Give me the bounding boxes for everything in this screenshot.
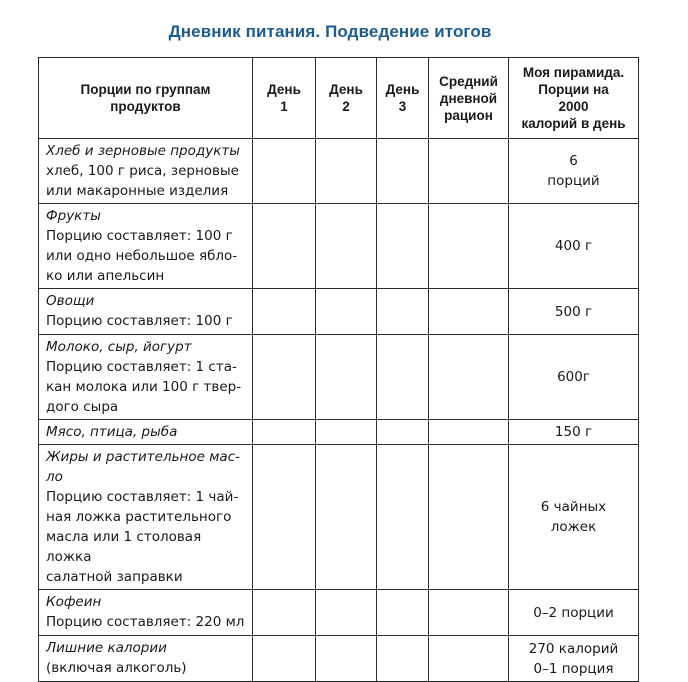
day1-cell[interactable] (253, 590, 316, 636)
page-title: Дневник питания. Подведение итогов (168, 22, 492, 41)
target-cell: 6 чайных ложек (509, 445, 639, 590)
day2-cell[interactable] (316, 445, 377, 590)
group-name: Овощи (46, 293, 95, 309)
target-cell: 270 калорий 0–1 порция (509, 636, 639, 682)
nutrition-diary-table (38, 57, 639, 682)
table-row (39, 420, 639, 445)
day1-cell[interactable] (253, 636, 316, 682)
table-row (39, 204, 639, 289)
header-day-1: День 1 (253, 58, 316, 139)
target-cell: 500 г (509, 289, 639, 335)
table-row (39, 590, 639, 636)
day1-cell[interactable] (253, 420, 316, 445)
day3-cell[interactable] (377, 289, 429, 335)
day3-cell[interactable] (377, 590, 429, 636)
average-cell[interactable] (429, 445, 509, 590)
group-cell: Овощи Порцию составляет: 100 г (39, 289, 253, 335)
group-name: Хлеб и зерновые продукты (46, 143, 240, 159)
group-cell: Молоко, сыр, йогурт Порцию составляет: 1 ста- кан молока или 100 г твер- дого сыра (39, 335, 253, 420)
group-name: ло (46, 469, 63, 485)
group-name: Кофеин (46, 594, 102, 610)
target-cell: 6 порций (509, 139, 639, 204)
group-cell: Хлеб и зерновые продукты хлеб, 100 г риса, зерновые или макаронные изделия (39, 139, 253, 204)
average-cell[interactable] (429, 139, 509, 204)
group-cell (39, 420, 253, 445)
day2-cell[interactable] (316, 289, 377, 335)
average-cell[interactable] (429, 289, 509, 335)
average-cell[interactable] (429, 420, 509, 445)
target-cell: 600г (509, 335, 639, 420)
day1-cell[interactable] (253, 139, 316, 204)
group-name: Мясо, птица, рыба (46, 424, 178, 440)
table-row (39, 445, 639, 590)
day2-cell[interactable] (316, 335, 377, 420)
day3-cell[interactable] (377, 335, 429, 420)
header-average: Средний дневной рацион (429, 58, 509, 139)
header-pyramid: Моя пирамида. Порции на 2000 калорий в день (509, 58, 639, 139)
header-row (39, 58, 639, 139)
day3-cell[interactable] (377, 636, 429, 682)
day2-cell[interactable] (316, 420, 377, 445)
header-day-2: День 2 (316, 58, 377, 139)
day2-cell[interactable] (316, 204, 377, 289)
group-cell: Фрукты Порцию составляет: 100 г или одно небольшое ябло- ко или апельсин (39, 204, 253, 289)
header-day-3: День 3 (377, 58, 429, 139)
group-cell: Кофеин Порцию составляет: 220 мл (39, 590, 253, 636)
group-name: Жиры и растительное мас- (46, 449, 240, 465)
day3-cell[interactable] (377, 445, 429, 590)
group-cell: Лишние калории (включая алкоголь) (39, 636, 253, 682)
day3-cell[interactable] (377, 139, 429, 204)
day3-cell[interactable] (377, 420, 429, 445)
header-groups: Порции по группам продуктов (39, 58, 253, 139)
group-name: Лишние калории (46, 640, 167, 656)
group-name: Фрукты (46, 208, 101, 224)
target-cell: 0–2 порции (509, 590, 639, 636)
day2-cell[interactable] (316, 139, 377, 204)
average-cell[interactable] (429, 590, 509, 636)
group-name: Молоко, сыр, йогурт (46, 339, 192, 355)
table-row (39, 636, 639, 682)
day2-cell[interactable] (316, 636, 377, 682)
day1-cell[interactable] (253, 204, 316, 289)
average-cell[interactable] (429, 335, 509, 420)
day1-cell[interactable] (253, 335, 316, 420)
average-cell[interactable] (429, 204, 509, 289)
day2-cell[interactable] (316, 590, 377, 636)
table-row (39, 335, 639, 420)
target-cell: 150 г (509, 420, 639, 445)
group-cell: Жиры и растительное мас- ло Порцию составляет: 1 чай- ная ложка растительного масла или 1 столовая ложка салатной заправки (39, 445, 253, 590)
average-cell[interactable] (429, 636, 509, 682)
target-cell: 400 г (509, 204, 639, 289)
day1-cell[interactable] (253, 289, 316, 335)
table-row (39, 139, 639, 204)
day3-cell[interactable] (377, 204, 429, 289)
table-row (39, 289, 639, 335)
day1-cell[interactable] (253, 445, 316, 590)
